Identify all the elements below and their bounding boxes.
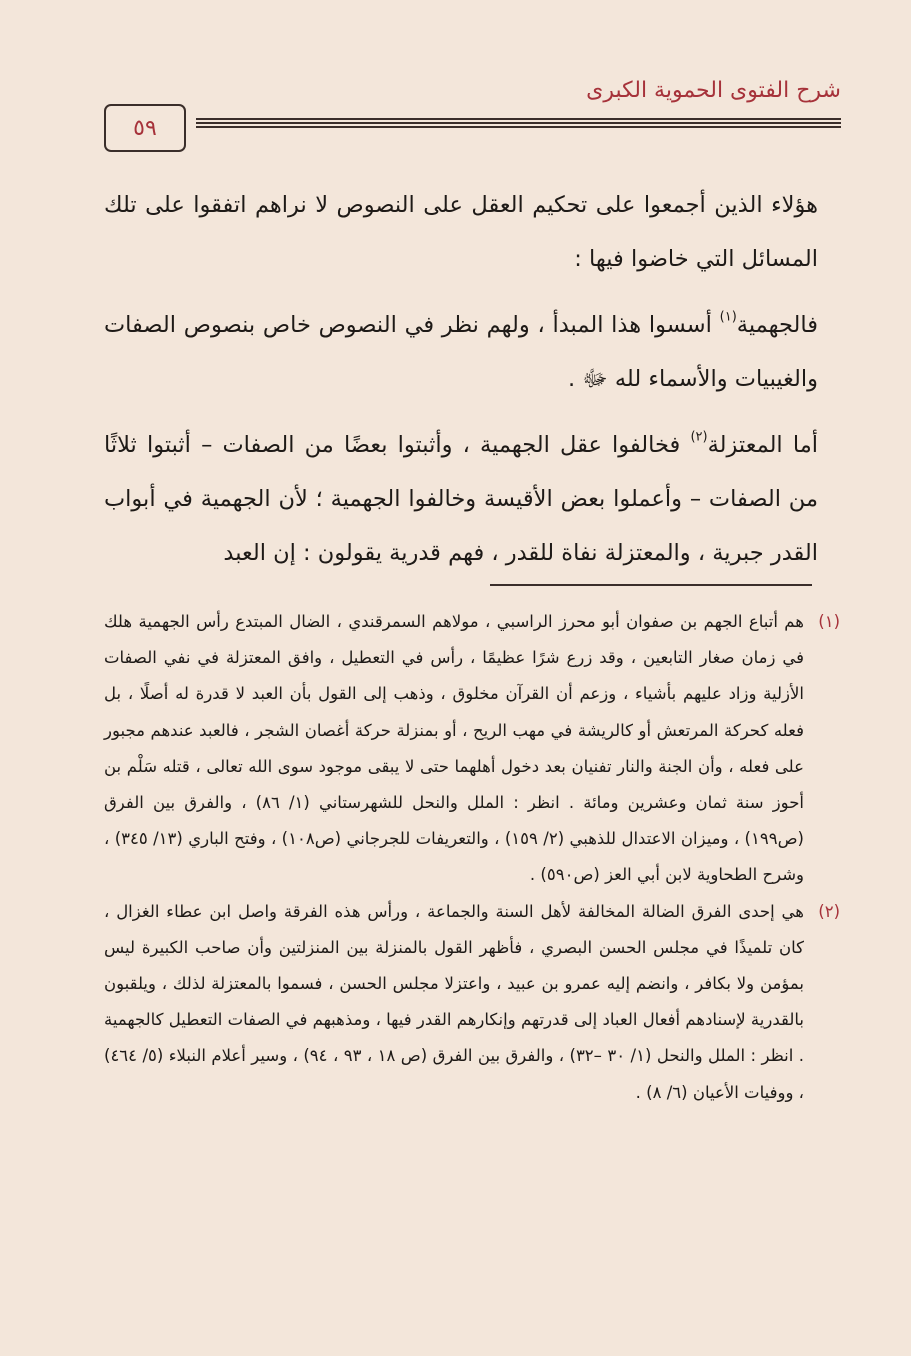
footnote-ref-1: (١) [719,309,737,325]
footnote-text: هم أتباع الجهم بن صفوان أبو محرز الراسبي ، مولاهم السمرقندي ، الضال المبتدع رأس الجهمية هلك في زمان صغار التابعين ، وقد زرع شرًا عظيمًا ، رأس في التعطيل ، وافق المعتزلة في نفي الصفات الأزلية وزاد عليهم بأشياء ، وزعم أن القرآن مخلوق ، وذهب إلى القول بأن العبد لا قدرة له أصلًا ، بل فعله كحركة المرتعش أو كالريشة في مهب الريح ، أو بمنزلة حركة أغصان الشجر ، فالعبد عندهم مجبور على فعله ، وأن الجنة والنار تفنيان بعد دخول أهلهما حتى لا يبقى موجود سوى الله تعالى ، قتله سَلْم بن أحوز سنة ثمان وعشرين ومائة . انظر : الملل والنحل للشهرستاني (١/ ٨٦) ، والفرق بين الفرق (ص١٩٩) ، وميزان الاعتدال للذهبي (٢/ ١٥٩) ، والتعريفات للجرجاني (ص١٠٨) ، وفتح الباري (١٣/ ٣٤٥) ، وشرح الطحاوية لابن أبي العز (ص٥٩٠) . [104,612,804,885]
footnote-text: هي إحدى الفرق الضالة المخالفة لأهل السنة والجماعة ، ورأس هذه الفرقة واصل ابن عطاء الغزال ، كان تلميذًا في مجلس الحسن البصري ، فأظهر القول بالمنزلة بين المنزلتين وأن صاحب الكبيرة ليس بمؤمن ولا بكافر ، وانضم إليه عمرو بن عبيد ، واعتزلا مجلس الحسن ، فسموا بالمعتزلة لذلك ، ويلقبون بالقدرية لإسنادهم أفعال العباد إلى قدرتهم وإنكارهم القدر فيها ، ومذهبهم في الصفات التعطيل كالجهمية . انظر : الملل والنحل (١/ ٣٠ –٣٢) ، والفرق بين الفرق (ص ١٨ ، ٩٣ ، ٩٤) ، وسير أعلام النبلاء (٥/ ٤٦٤) ، ووفيات الأعيان (٦/ ٨) . [104,901,804,1102]
page-number-box [104,104,186,152]
paragraph-3-rest: فخالفوا عقل الجهمية ، وأثبتوا بعضًا من الصفات – أثبتوا ثلاثًا من الصفات – وأعملوا بعض الأقيسة وخالفوا الجهمية ؛ لأن الجهمية في أبواب القدر جبرية ، والمعتزلة نفاة للقدر ، فهم قدرية يقولون : إن العبد [104,432,818,566]
paragraph-2 [104,298,818,406]
main-text [104,178,818,592]
footnote-1 [104,604,840,894]
paragraph-2-start: فالجهمية [736,312,818,338]
footnote-ref-2: (٢) [690,429,708,445]
footnote-separator [490,584,812,586]
paragraph-3-start: أما المعتزلة [707,432,818,458]
paragraph-3 [104,418,818,580]
paragraph-2-rest: أسسوا هذا المبدأ ، ولهم نظر في النصوص خاص بنصوص الصفات والغيبيات والأسماء لله ﷻ . [104,312,818,392]
footnote-number: (٢) [818,901,840,921]
paragraph-1: هؤلاء الذين أجمعوا على تحكيم العقل على النصوص لا نراهم اتفقوا على تلك المسائل التي خاضوا فيها : [104,192,818,272]
footnote-2 [104,894,840,1111]
footnotes [104,604,840,1111]
running-title: شرح الفتوى الحموية الكبرى [586,78,841,103]
page-number: ٥٩ [133,115,157,141]
footnote-number: (١) [818,612,840,631]
header-rule [196,118,841,132]
